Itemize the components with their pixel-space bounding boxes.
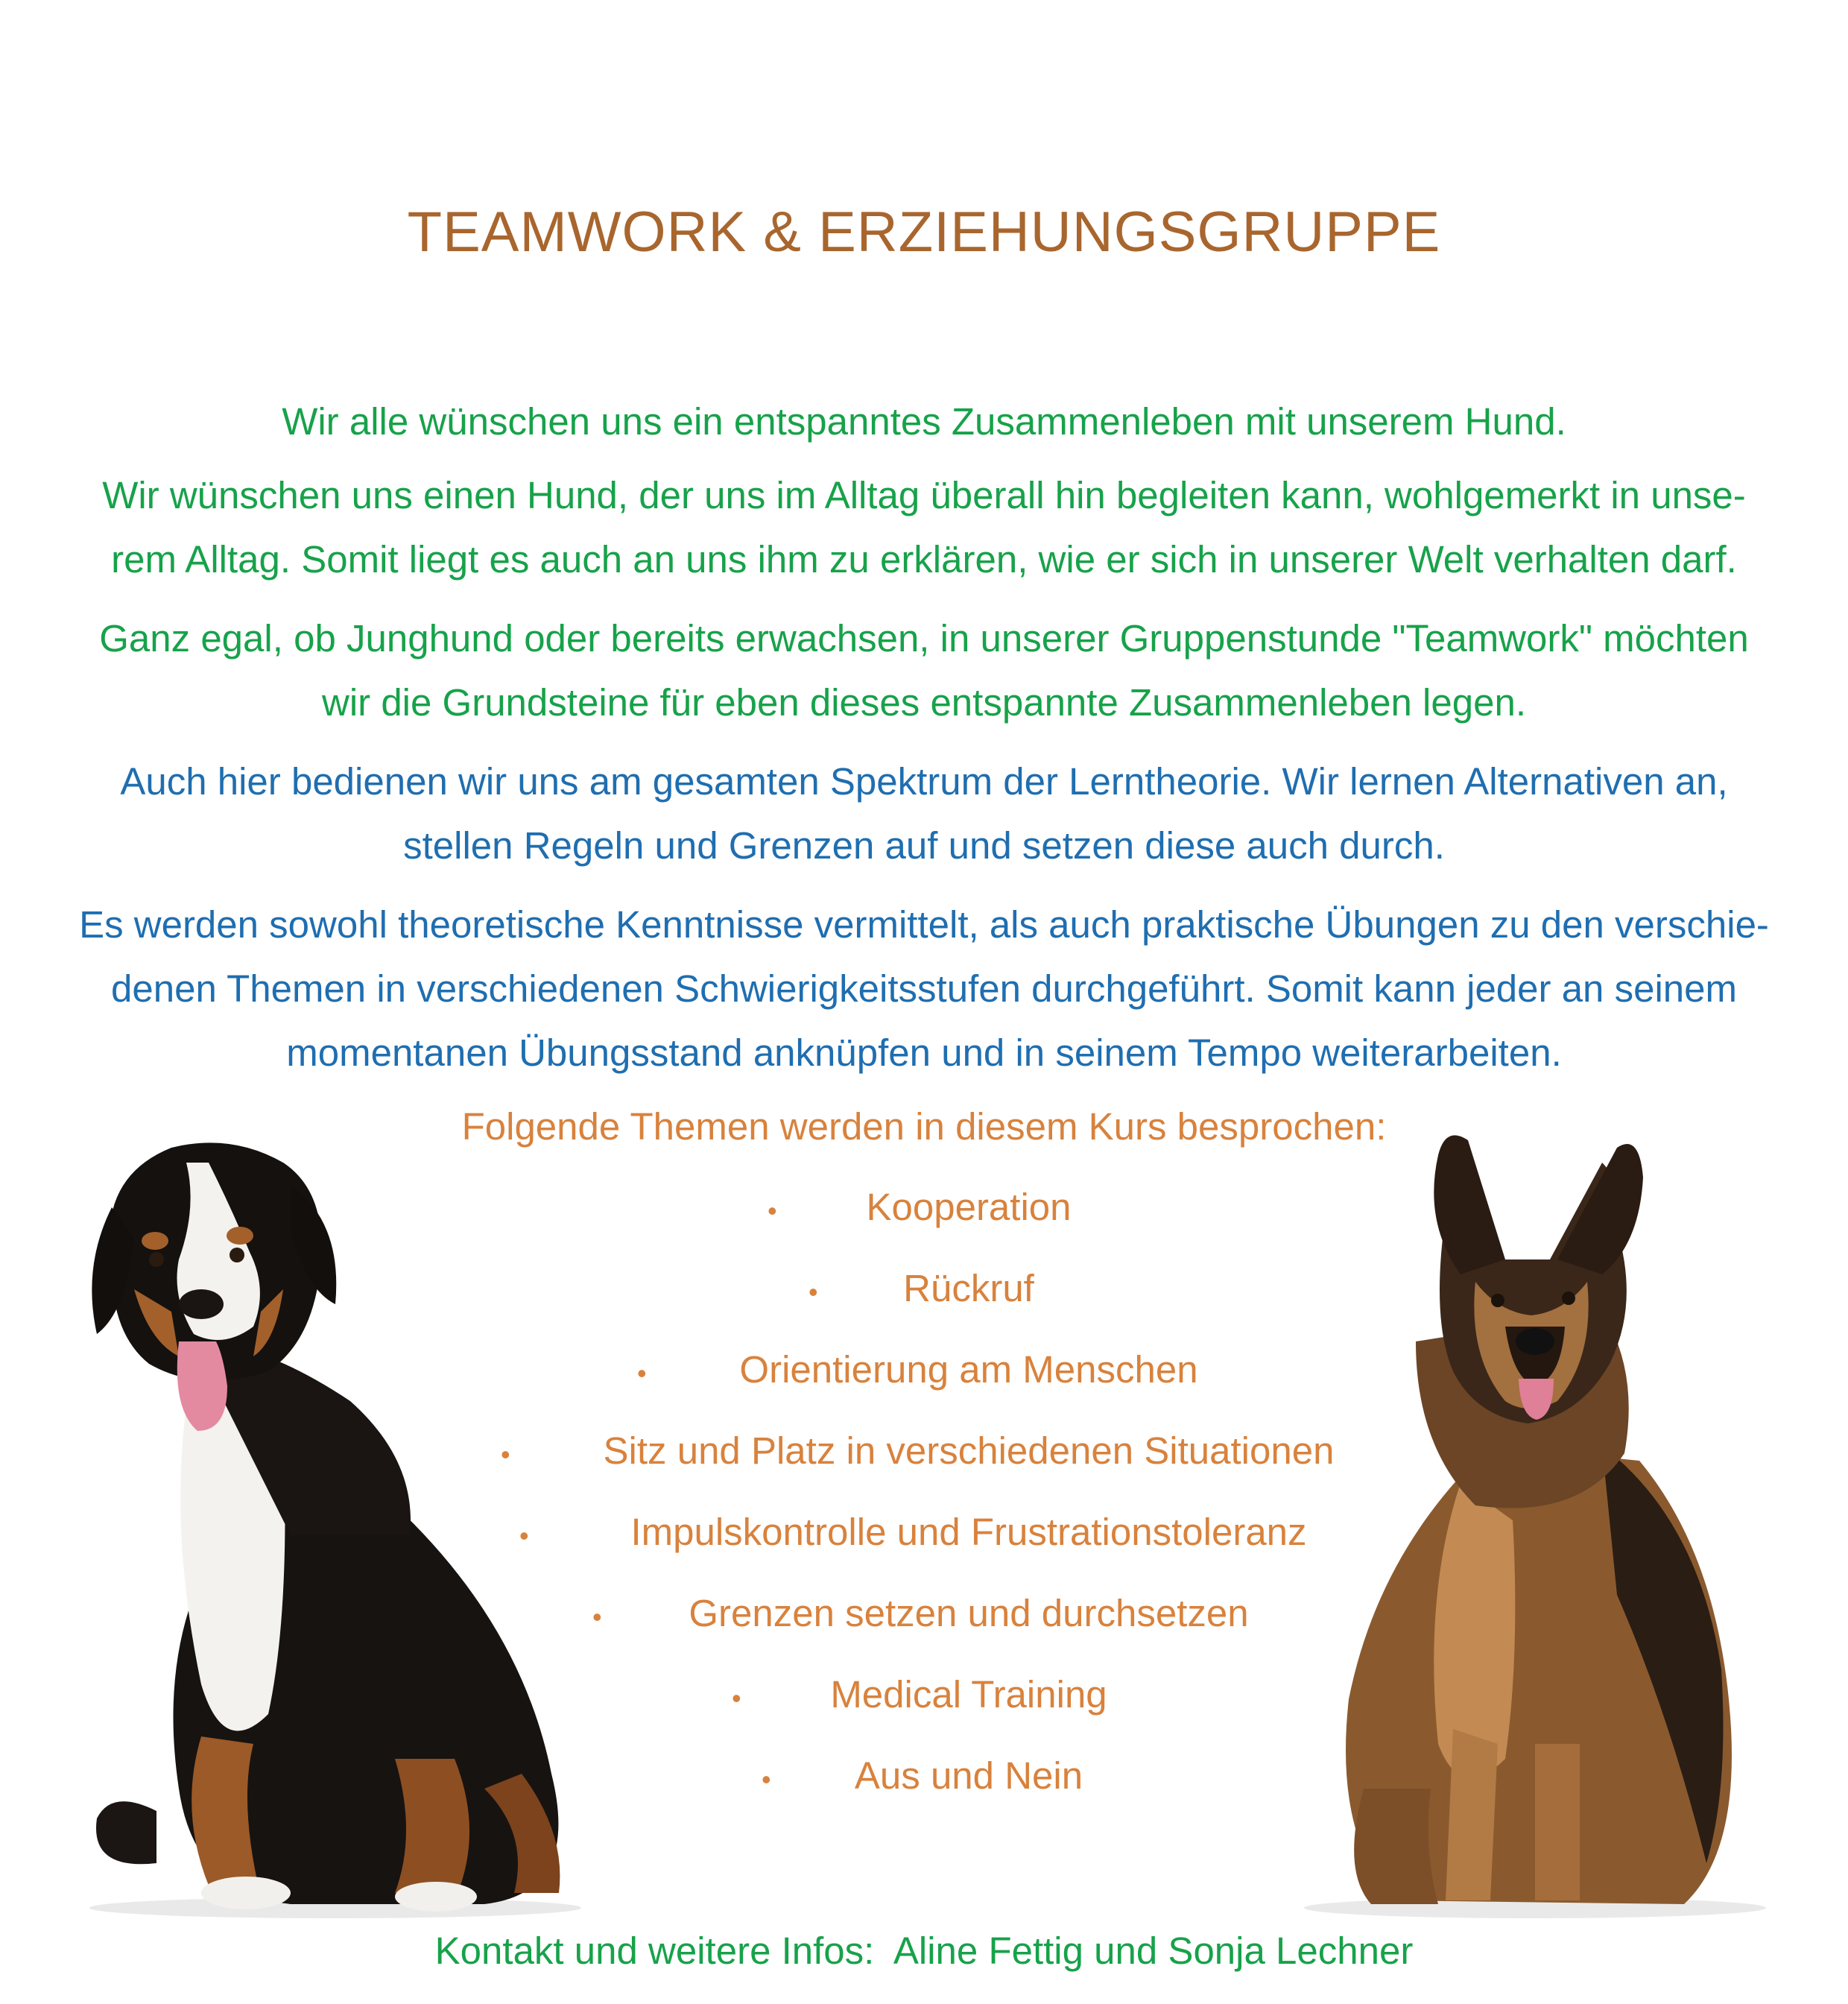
list-item — [0, 1266, 1848, 1326]
bullet-icon: • — [501, 1439, 510, 1470]
paragraph-line: momentanen Übungsstand anknüpfen und in seinem Tempo weiterarbeiten. — [286, 1031, 1562, 1074]
bullet-icon: • — [732, 1683, 741, 1713]
bullet-icon: • — [519, 1520, 529, 1551]
list-item — [0, 1591, 1848, 1651]
list-item — [0, 1185, 1848, 1245]
topics-heading: Folgende Themen werden in diesem Kurs besprochen: — [461, 1105, 1387, 1148]
contact-label: Kontakt und weitere Infos: — [434, 1929, 875, 1972]
bullet-icon: • — [592, 1602, 602, 1632]
list-item — [0, 1754, 1848, 1813]
contact-names: Aline Fettig und Sonja Lechner — [893, 1929, 1414, 1972]
paragraph-line: wir die Grundsteine für eben dieses entspannte Zusammenleben legen. — [322, 681, 1526, 724]
paragraph-line: stellen Regeln und Grenzen auf und setzen diese auch durch. — [403, 824, 1445, 867]
page-title: TEAMWORK & ERZIEHUNGSGRUPPE — [407, 200, 1441, 264]
topic-label: Orientierung am Menschen — [739, 1348, 1198, 1391]
list-item — [0, 1672, 1848, 1732]
bullet-icon: • — [808, 1277, 818, 1307]
topic-label: Grenzen setzen und durchsetzen — [689, 1592, 1249, 1634]
paragraph-line: Auch hier bedienen wir uns am gesamten Spektrum der Lerntheorie. Wir lernen Alternativen an, — [120, 760, 1728, 803]
topic-label: Aus und Nein — [854, 1754, 1083, 1797]
paragraph-line: Es werden sowohl theoretische Kenntnisse vermittelt, als auch praktische Übungen zu den verschie- — [79, 903, 1769, 946]
intro-paragraph-1 — [30, 390, 1818, 454]
bullet-icon: • — [768, 1195, 777, 1226]
paragraph-line: Wir wünschen uns einen Hund, der uns im Alltag überall hin begleiten kann, wohlgemerkt in unse- — [102, 474, 1746, 516]
contact-line — [0, 1929, 1848, 1973]
method-paragraph-1 — [30, 750, 1818, 878]
topic-label: Kooperation — [866, 1186, 1072, 1228]
topic-label: Rückruf — [903, 1267, 1034, 1309]
intro-paragraph-3 — [30, 607, 1818, 735]
intro-paragraph-2 — [30, 464, 1818, 592]
paragraph-line: Ganz egal, ob Junghund oder bereits erwachsen, in unserer Gruppenstunde "Teamwork" möchten — [99, 617, 1749, 660]
paragraph-line: rem Alltag. Somit liegt es auch an uns ihm zu erklären, wie er sich in unserer Welt verhalten darf. — [111, 538, 1737, 581]
bullet-icon: • — [637, 1358, 647, 1388]
list-item — [0, 1429, 1848, 1488]
topic-label: Impulskontrolle und Frustrationstoleranz — [630, 1511, 1307, 1553]
topic-label: Sitz und Platz in verschiedenen Situationen — [603, 1429, 1335, 1472]
list-item — [0, 1510, 1848, 1570]
paragraph-line: denen Themen in verschiedenen Schwierigkeitsstufen durchgeführt. Somit kann jeder an seinem — [111, 967, 1737, 1010]
method-paragraph-2 — [30, 893, 1818, 1085]
bullet-icon: • — [762, 1764, 771, 1795]
paragraph-line: Wir alle wünschen uns ein entspanntes Zusammenleben mit unserem Hund. — [282, 400, 1566, 443]
list-item — [0, 1347, 1848, 1407]
topic-label: Medical Training — [830, 1673, 1107, 1716]
